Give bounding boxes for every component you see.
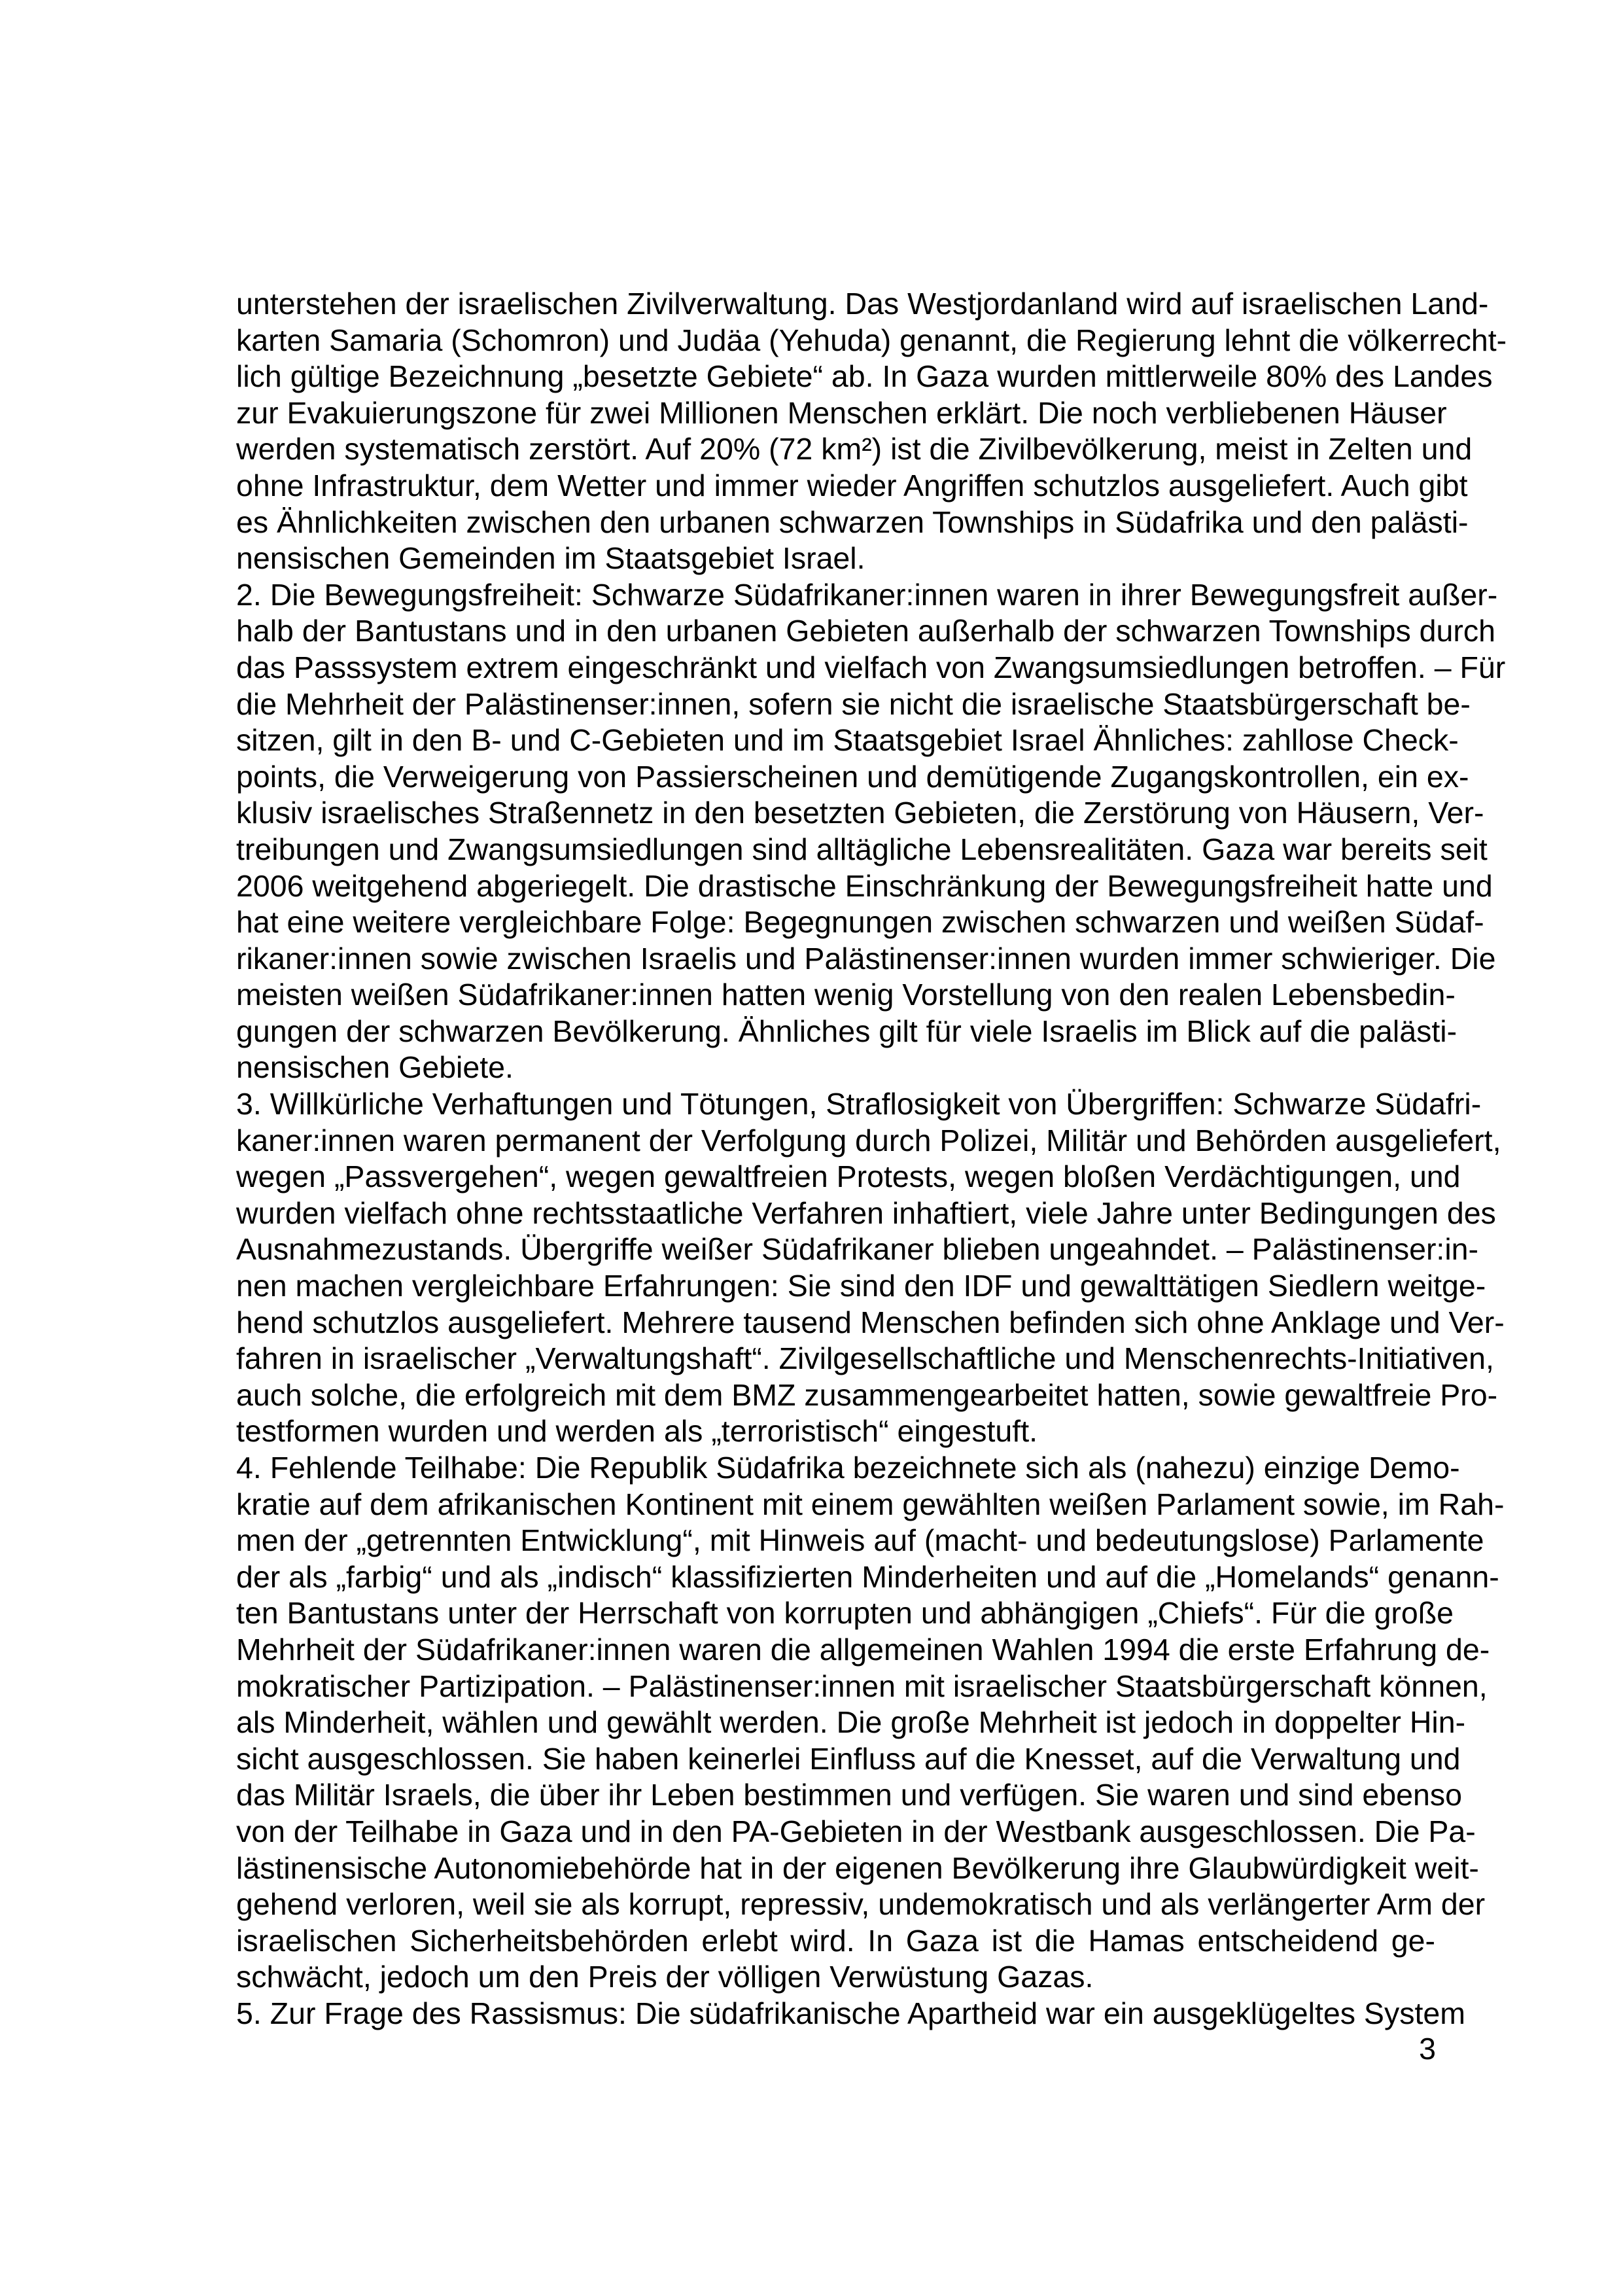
text-line: nen machen vergleichbare Erfahrungen: Sie sind den IDF und gewalttätigen Siedlern weitge- xyxy=(236,1269,1486,1303)
text-line: points, die Verweigerung von Passierscheinen und demütigende Zugangskontrollen, ein ex- xyxy=(236,759,1469,794)
text-line: der als „farbig“ und als „indisch“ klassifizierten Minderheiten und auf die „Homelands“ genann- xyxy=(236,1559,1499,1594)
text-line: 2. Die Bewegungsfreiheit: Schwarze Südafrikaner:innen waren in ihrer Bewegungsfreit außer- xyxy=(236,577,1498,612)
text-line: von der Teilhabe in Gaza und in den PA-Gebieten in der Westbank ausgeschlossen. Die Pa- xyxy=(236,1814,1476,1848)
text-line: kaner:innen waren permanent der Verfolgung durch Polizei, Militär und Behörden ausgeliefert, xyxy=(236,1123,1501,1157)
text-line: die Mehrheit der Palästinenser:innen, sofern sie nicht die israelische Staatsbürgerschaft be- xyxy=(236,686,1471,721)
text-line: schwächt, jedoch um den Preis der völligen Verwüstung Gazas. xyxy=(236,1960,1094,1994)
text-line: men der „getrennten Entwicklung“, mit Hinweis auf (macht- und bedeutungslose) Parlamente xyxy=(236,1523,1484,1558)
text-line: klusiv israelisches Straßennetz in den besetzten Gebieten, die Zerstörung von Häusern, Ver- xyxy=(236,796,1484,830)
text-line: fahren in israelischer „Verwaltungshaft“. Zivilgesellschaftliche und Menschenrechts-Initiativen, xyxy=(236,1341,1494,1376)
text-line: hat eine weitere vergleichbare Folge: Begegnungen zwischen schwarzen und weißen Südaf- xyxy=(236,905,1484,940)
paragraph-point-3-verhaftungen xyxy=(236,1086,1505,1450)
text-line: es Ähnlichkeiten zwischen den urbanen schwarzen Townships in Südafrika und den palästi- xyxy=(236,504,1469,539)
text-line: karten Samaria (Schomron) und Judäa (Yehuda) genannt, die Regierung lehnt die völkerrecht- xyxy=(236,323,1507,357)
text-line: das Passsystem extrem eingeschränkt und vielfach von Zwangsumsiedlungen betroffen. – Für xyxy=(236,650,1506,684)
text-line: das Militär Israels, die über ihr Leben bestimmen und verfügen. Sie waren und sind ebenso xyxy=(236,1778,1462,1812)
paragraph-point-5-rassismus xyxy=(236,1996,1465,2032)
text-line: Mehrheit der Südafrikaner:innen waren die allgemeinen Wahlen 1994 die erste Erfahrung de- xyxy=(236,1632,1490,1667)
text-line: wegen „Passvergehen“, wegen gewaltfreien Protests, wegen bloßen Verdächtigungen, und xyxy=(236,1159,1461,1194)
text-line: halb der Bantustans und in den urbanen Gebieten außerhalb der schwarzen Townships durch xyxy=(236,614,1495,648)
text-line: rikaner:innen sowie zwischen Israelis und Palästinenser:innen wurden immer schwieriger. Die xyxy=(236,941,1496,976)
text-line: mokratischer Partizipation. – Palästinenser:innen mit israelischer Staatsbürgerschaft können, xyxy=(236,1669,1488,1703)
text-line: ohne Infrastruktur, dem Wetter und immer wieder Angriffen schutzlos ausgeliefert. Auch gibt xyxy=(236,468,1468,503)
text-line: lich gültige Bezeichnung „besetzte Gebiete“ ab. In Gaza wurden mittlerweile 80% des Landes xyxy=(236,359,1493,394)
text-line: unterstehen der israelischen Zivilverwaltung. Das Westjordanland wird auf israelischen Land- xyxy=(236,287,1489,321)
text-line: wurden vielfach ohne rechtsstaatliche Verfahren inhaftiert, viele Jahre unter Bedingungen des xyxy=(236,1195,1496,1230)
text-line: als Minderheit, wählen und gewählt werden. Die große Mehrheit ist jedoch in doppelter Hin- xyxy=(236,1705,1466,1740)
paragraph-point-2-bewegungsfreiheit xyxy=(236,577,1506,1086)
text-line: auch solche, die erfolgreich mit dem BMZ zusammengearbeitet hatten, sowie gewaltfreie Pro- xyxy=(236,1377,1498,1412)
text-line: lästinensische Autonomiebehörde hat in der eigenen Bevölkerung ihre Glaubwürdigkeit weit- xyxy=(236,1850,1479,1885)
text-line: testformen wurden und werden als „terroristisch“ eingestuft. xyxy=(236,1414,1038,1449)
text-line: sicht ausgeschlossen. Sie haben keinerlei Einfluss auf die Knesset, auf die Verwaltung und xyxy=(236,1741,1461,1776)
body-text xyxy=(236,286,1507,2032)
text-line: 5. Zur Frage des Rassismus: Die südafrikanische Apartheid war ein ausgeklügeltes System xyxy=(236,1996,1465,2030)
text-line: gungen der schwarzen Bevölkerung. Ähnliches gilt für viele Israelis im Blick auf die palästi- xyxy=(236,1014,1457,1048)
text-line: meisten weißen Südafrikaner:innen hatten wenig Vorstellung von den realen Lebensbedin- xyxy=(236,978,1456,1012)
text-line: gehend verloren, weil sie als korrupt, repressiv, undemokratisch und als verlängerter Arm der xyxy=(236,1887,1486,1922)
text-line: sitzen, gilt in den B- und C-Gebieten und im Staatsgebiet Israel Ähnliches: zahllose Check- xyxy=(236,723,1459,758)
text-line: werden systematisch zerstört. Auf 20% (72 km²) ist die Zivilbevölkerung, meist in Zelten und xyxy=(236,432,1473,467)
text-line: zur Evakuierungszone für zwei Millionen Menschen erklärt. Die noch verbliebenen Häuser xyxy=(236,395,1447,430)
text-line: Ausnahmezustands. Übergriffe weißer Südafrikaner blieben ungeahndet. – Palästinenser:in- xyxy=(236,1232,1479,1267)
text-line: ten Bantustans unter der Herrschaft von korrupten und abhängigen „Chiefs“. Für die große xyxy=(236,1596,1454,1631)
page-number: 3 xyxy=(1419,2032,1436,2066)
paragraph-continuation xyxy=(236,286,1507,577)
text-line: 3. Willkürliche Verhaftungen und Tötungen, Straflosigkeit von Übergriffen: Schwarze Südafri- xyxy=(236,1087,1482,1122)
text-line: hend schutzlos ausgeliefert. Mehrere tausend Menschen befinden sich ohne Anklage und Ver- xyxy=(236,1305,1505,1339)
text-line: kratie auf dem afrikanischen Kontinent mit einem gewählten weißen Parlament sowie, im Rah- xyxy=(236,1487,1505,1521)
text-line: treibungen und Zwangsumsiedlungen sind alltägliche Lebensrealitäten. Gaza war bereits seit xyxy=(236,832,1488,866)
text-line: israelischen Sicherheitsbehörden erlebt wird. In Gaza ist die Hamas entscheidend ge- xyxy=(236,1923,1435,1958)
text-line: 2006 weitgehend abgeriegelt. Die drastische Einschränkung der Bewegungsfreiheit hatte und xyxy=(236,868,1493,903)
text-line: nensischen Gebiete. xyxy=(236,1050,514,1085)
text-line: nensischen Gemeinden im Staatsgebiet Israel. xyxy=(236,541,865,576)
text-line: 4. Fehlende Teilhabe: Die Republik Südafrika bezeichnete sich als (nahezu) einzige Demo- xyxy=(236,1451,1460,1485)
paragraph-point-4-teilhabe xyxy=(236,1450,1505,1996)
